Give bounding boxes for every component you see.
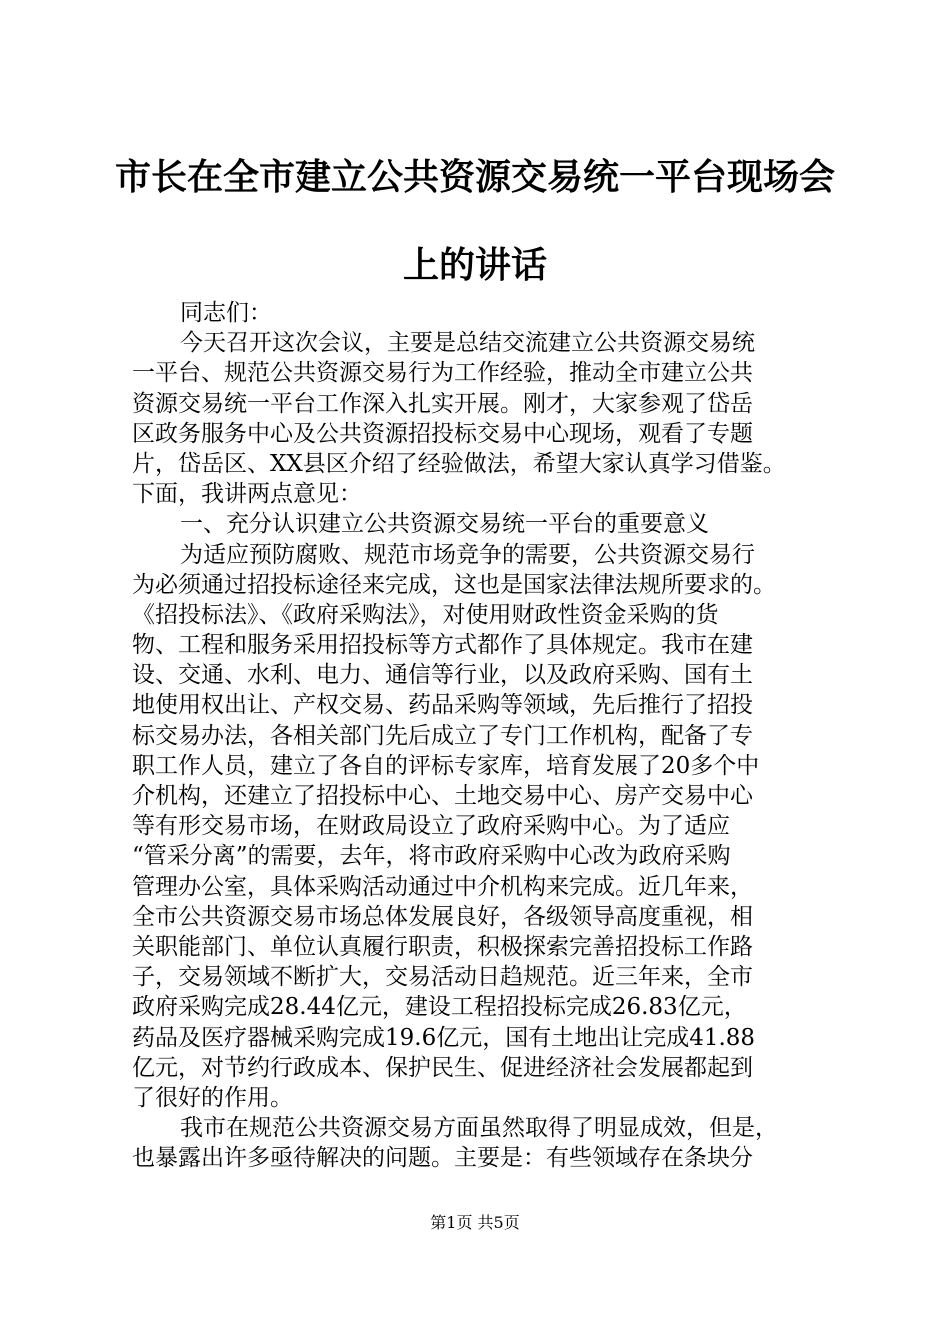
document-body [132,298,832,1173]
body-line: 关职能部门、单位认真履行职责，积极探索完善招投标工作路 [132,933,753,960]
body-line: 为必须通过招投标途径来完成，这也是国家法律法规所要求的。 [132,571,776,598]
body-line: 我市在规范公共资源交易方面虽然取得了明显成效，但是， [180,1115,778,1142]
body-line: 下面，我讲两点意见： [132,481,362,508]
body-line: 子，交易领域不断扩大，交易活动日趋规范。近三年来，全市 [132,964,753,991]
body-line: 同志们： [180,300,272,326]
body-line: 介机构，还建立了招投标中心、土地交易中心、房产交易中心 [132,783,753,809]
document-title-line-1: 市长在全市建立公共资源交易统一平台现场会 [114,157,835,198]
body-line: 为适应预防腐败、规范市场竞争的需要，公共资源交易行 [180,541,755,568]
body-line: 区政务服务中心及公共资源招投标交易中心现场，观看了专题 [132,420,753,447]
body-line: 物、工程和服务采用招投标等方式都作了具体规定。我市在建 [132,632,753,659]
body-line: 一平台、规范公共资源交易行为工作经验，推动全市建立公共 [132,360,753,387]
body-line: 全市公共资源交易市场总体发展良好，各级领导高度重视，相 [132,903,753,930]
body-line: 了很好的作用。 [132,1084,293,1111]
body-line: 一、充分认识建立公共资源交易统一平台的重要意义 [180,511,709,538]
body-line: 资源交易统一平台工作深入扎实开展。刚才，大家参观了岱岳 [132,390,753,417]
body-line: 也暴露出许多亟待解决的问题。主要是：有些领域存在条块分 [132,1145,753,1172]
body-line: 亿元，对节约行政成本、保护民生、促进经济社会发展都起到 [132,1054,753,1081]
body-line: 职工作人员，建立了各自的评标专家库，培育发展了20多个中 [132,752,760,779]
body-line: 等有形交易市场，在财政局设立了政府采购中心。为了适应 [132,813,730,840]
document-title-line-2: 上的讲话 [402,245,547,286]
body-line: 片，岱岳区、XX县区介绍了经验做法，希望大家认真学习借鉴。 [132,450,786,477]
body-line: 药品及医疗器械采购完成19.6亿元，国有土地出让完成41.88 [132,1024,756,1051]
body-line: 设、交通、水利、电力、通信等行业，以及政府采购、国有土 [132,662,753,689]
body-line: 管理办公室，具体采购活动通过中介机构来完成。近几年来， [132,873,753,900]
body-line: 政府采购完成28.44亿元，建设工程招投标完成26.83亿元， [132,994,747,1021]
body-line: 《招投标法》、《政府采购法》，对使用财政性资金采购的货 [132,601,719,628]
body-line: 地使用权出让、产权交易、药品采购等领域，先后推行了招投 [132,692,753,719]
body-line: “管采分离”的需要，去年，将市政府采购中心改为政府采购 [132,843,731,870]
body-line: 今天召开这次会议，主要是总结交流建立公共资源交易统 [180,330,755,357]
body-line: 标交易办法，各相关部门先后成立了专门工作机构，配备了专 [132,722,753,749]
page-footer: 第1页 共5页 [430,1213,520,1232]
